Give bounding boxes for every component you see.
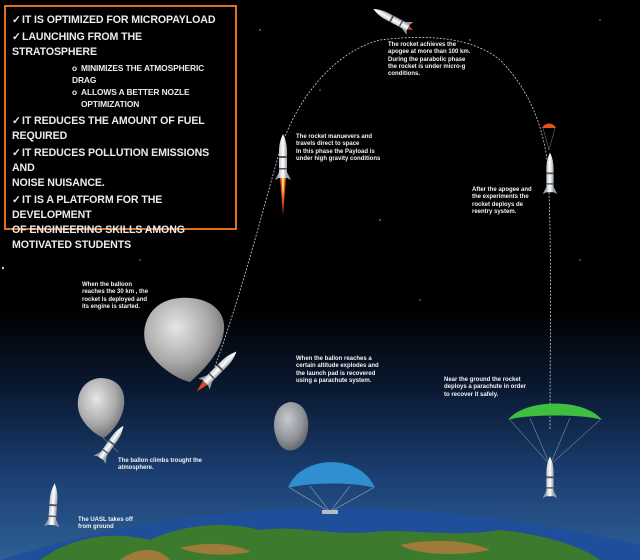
note-climb: The ballon climbs trought the atmosphere.: [118, 458, 202, 472]
note-reentry: After the apogee and the experiments the rocket deploys de reentry system.: [472, 187, 532, 215]
check-icon: ✓: [12, 115, 21, 127]
benefit-subitem: o ALLOWS A BETTER NOZLE: [72, 87, 190, 97]
check-icon: ✓: [12, 31, 21, 43]
benefit-item: ✓LAUNCHING FROM THE STRATOSPHERE: [12, 31, 143, 58]
benefit-item: ✓IT IS OPTIMIZED FOR MICROPAYLOAD: [12, 14, 216, 26]
benefit-item: ✓IT REDUCES THE AMOUNT OF FUEL REQUIRED: [12, 115, 205, 142]
note-ground: Near the ground the rocket deploys a parachute in order to recover it safely.: [444, 377, 527, 398]
note-maneuver: The rocket manuevers and travels direct to space In this phase the Payload is under high gravity conditions: [296, 134, 381, 162]
check-icon: ✓: [12, 14, 21, 26]
benefit-subitem: o MINIMIZES THE ATMOSPHERIC DRAG: [72, 63, 205, 85]
benefit-item: ✓IT REDUCES POLLUTION EMISSIONS AND NOISE NUISANCE.: [12, 147, 210, 189]
benefits-box: [4, 5, 237, 251]
benefit-item: ✓IT IS A PLATFORM FOR THE DEVELOPMENT OF ENGINEERING SKILLS AMONG MOTIVATED STUDENTS: [12, 194, 185, 251]
note-deploy: When the balloon reaches the 30 km , the rocket is deployed and its engine is started.: [82, 282, 149, 310]
note-explode: When the ballon reaches a certain altitude explodes and the launch pad is recovered using a parachute system.: [296, 356, 379, 384]
note-apogee: The rocket achieves the apogee at more than 100 km. During the parabolic phase the rocket is under micro-g conditions.: [388, 42, 471, 78]
check-icon: ✓: [12, 147, 21, 159]
check-icon: ✓: [12, 194, 21, 206]
note-uasl: The UASL takes off from ground: [78, 517, 133, 531]
benefit-subitem: OPTIMIZATION: [81, 99, 140, 109]
